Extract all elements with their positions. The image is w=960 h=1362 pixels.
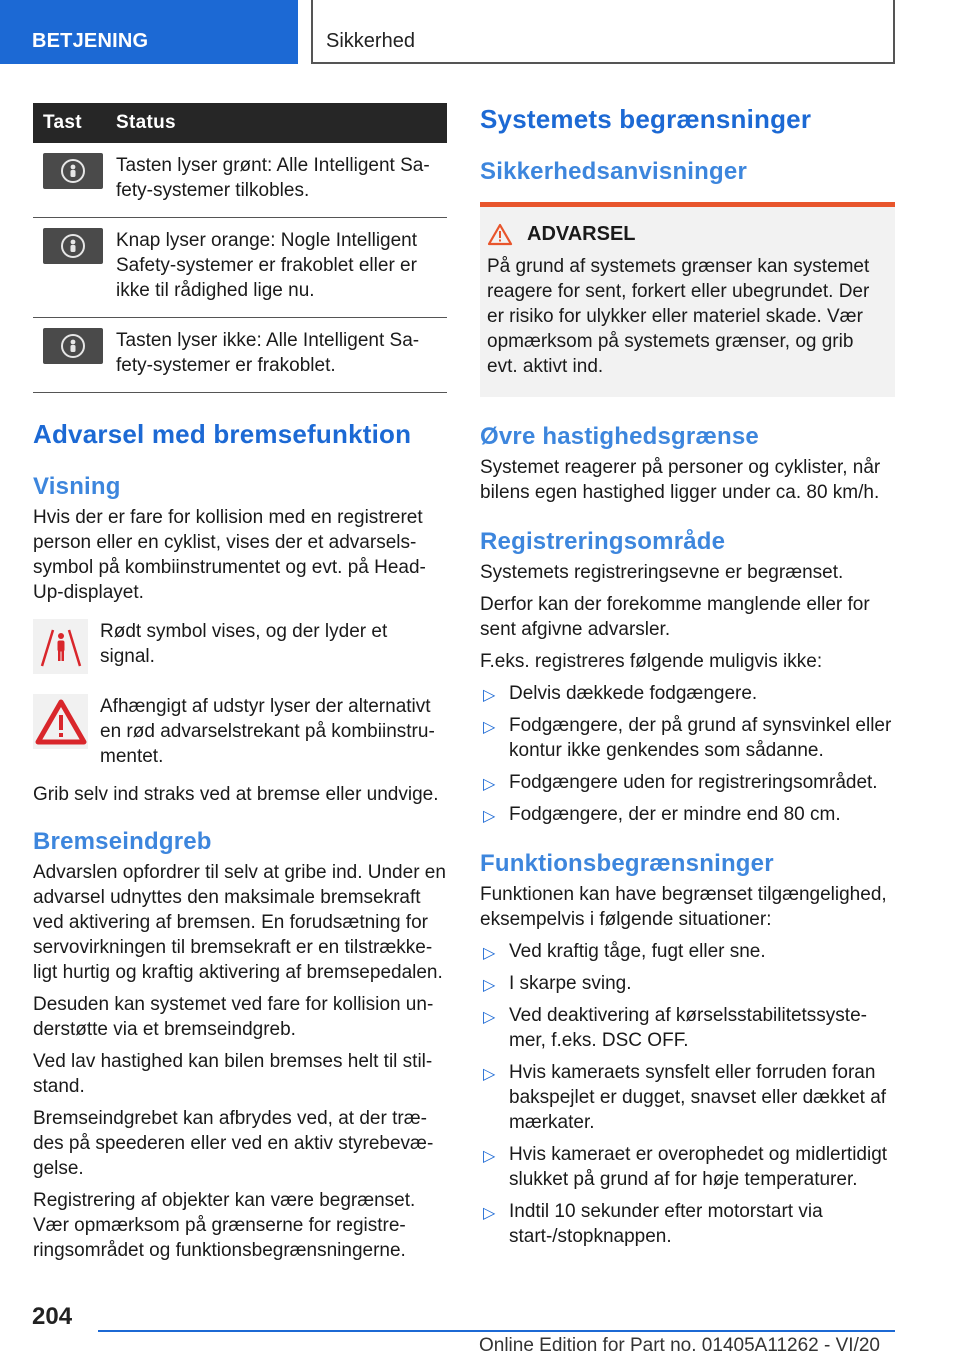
bullet-triangle-icon: ▷ (483, 977, 496, 994)
column-header-status: Status (116, 103, 447, 143)
list-item: ▷ Indtil 10 sekunder efter motorstart via start-/stopknappen. (483, 1201, 823, 1247)
detection-list (480, 681, 895, 827)
bullet-triangle-icon: ▷ (483, 1009, 496, 1026)
bullet-triangle-icon: ▷ (483, 776, 496, 793)
visning-paragraph-2: Grib selv ind straks ved at bremse eller undvige. (33, 784, 439, 805)
speed-limit-paragraph: Systemet reagerer på personer og cyklister, når bilens egen hastighed ligger under ca. 80 km/h. (480, 457, 881, 503)
list-item: ▷ Hvis kameraets synsfelt eller forruden foran bakspejlet er dugget, snavset eller dækket af mærkater. (483, 1062, 887, 1133)
intelligent-safety-button-icon (43, 228, 103, 264)
detection-paragraph-3: F.eks. registreres følgende muligvis ikke: (480, 651, 823, 672)
subsection-title-function-limits: Funktionsbegrænsninger (480, 850, 774, 877)
subsection-title-speed-limit: Øvre hastighedsgrænse (480, 423, 759, 450)
bremse-paragraph-5: Registrering af objekter kan være begrænset. Vær opmærksom på grænserne for registreringsområdet og funktionsbegrænsningerne. (33, 1190, 416, 1261)
list-item: ▷ Hvis kameraet er overophedet og midlertidigt slukket på grund af for høje temperaturer. (483, 1144, 888, 1190)
bullet-triangle-icon: ▷ (483, 719, 496, 736)
list-item: ▷ Delvis dækkede fodgængere. (480, 681, 895, 706)
warning-box (480, 202, 895, 397)
list-item: ▷ I skarpe sving. (480, 971, 895, 996)
bremse-paragraph-4: Bremseindgrebet kan afbrydes ved, at der trædes på speederen eller ved en aktiv styrebevægelse. (33, 1108, 434, 1179)
detection-paragraph-1: Systemets registreringsevne er begrænset. (480, 562, 844, 583)
list-item: ▷ Ved deaktivering af kørselsstabilitetssystemer, f.eks. DSC OFF. (483, 1005, 867, 1051)
section-title-brake-warning: Advarsel med bremsefunktion (33, 419, 412, 449)
subsection-title-safety-notes: Sikkerhedsanvisninger (480, 158, 747, 185)
page-number: 204 (32, 1303, 73, 1330)
list-item: ▷ Ved kraftig tåge, fugt eller sne. (480, 939, 895, 964)
warning-triangle-icon (33, 694, 88, 749)
status-text: Tasten lyser ikke: Alle Intelligent Safety-systemer er frakoblet. (116, 318, 447, 393)
bullet-triangle-icon: ▷ (483, 1066, 496, 1083)
intelligent-safety-button-icon (43, 328, 103, 364)
bremse-paragraph-1: Advarslen opfordrer til selv at gribe ind. Under en advarsel udnyttes den maksimale bremsekraft ved aktivering af bremsen. En forudsætning for servovirkningen til bremsekraft er en tilstrækkeligt hurtig og kraftig aktivering af bremsepedalen. (33, 862, 446, 983)
symbol-description-red-triangle: Afhængigt af udstyr lyser der alternativt en rød advarselstrekant på kombiinstrumentet. (100, 696, 435, 767)
subsection-title-detection-range: Registreringsområde (480, 528, 726, 555)
table-row (33, 318, 447, 393)
table-row (33, 218, 447, 318)
status-text: Knap lyser orange: Nogle Intelligent Safety-systemer er frakoblet eller er ikke til rådighed lige nu. (116, 218, 447, 318)
warning-text: På grund af systemets grænser kan systemet reagere for sent, forkert eller ubegrundet. Der er risiko for ulykker eller materiel skade. Vær opmærksom på systemets grænser, og grib evt. aktivt ind. (487, 256, 870, 377)
pedestrian-warning-icon (33, 619, 88, 674)
detection-paragraph-2: Derfor kan der forekomme manglende eller for sent afgivne advarsler. (480, 594, 870, 640)
bullet-triangle-icon: ▷ (483, 808, 496, 825)
intelligent-safety-button-icon (43, 153, 103, 189)
warning-triangle-small-icon (487, 223, 513, 246)
status-table-header (33, 103, 447, 143)
footer-divider (98, 1330, 895, 1332)
function-limits-list (480, 939, 895, 1249)
function-limits-paragraph: Funktionen kan have begrænset tilgængelighed, eksempelvis i følgende situationer: (480, 884, 887, 930)
bullet-triangle-icon: ▷ (483, 945, 496, 962)
status-text: Tasten lyser grønt: Alle Intelligent Safety-systemer tilkobles. (116, 143, 447, 218)
bremse-paragraph-3: Ved lav hastighed kan bilen bremses helt til stilstand. (33, 1051, 433, 1097)
list-item: ▷ Fodgængere, der er mindre end 80 cm. (480, 802, 895, 827)
footer-edition: Online Edition for Part no. 01405A11262 - VI/20 (478, 1335, 880, 1356)
subsection-title-visning: Visning (33, 473, 121, 500)
bullet-triangle-icon: ▷ (483, 1148, 496, 1165)
symbol-row-pedestrian (33, 619, 447, 674)
list-item: ▷ Fodgængere, der på grund af synsvinkel eller kontur ikke genkendes som sådanne. (483, 715, 892, 761)
bullet-triangle-icon: ▷ (483, 687, 496, 704)
list-item: ▷ Fodgængere uden for registreringsområdet. (480, 770, 895, 795)
section-title-system-limits: Systemets begrænsninger (480, 104, 812, 134)
symbol-description-red-symbol: Rødt symbol vises, og der lyder et signal. (100, 621, 388, 667)
visning-paragraph: Hvis der er fare for kollision med en registreret person eller en cyklist, vises der et advarselssymbol på kombiinstrumentet og evt. på Head-Up-displayet. (33, 507, 426, 603)
table-row (33, 143, 447, 218)
warning-title: ADVARSEL (527, 223, 636, 245)
right-column (480, 103, 895, 1249)
status-table (33, 103, 447, 393)
symbol-row-triangle (33, 694, 447, 769)
bullet-triangle-icon: ▷ (483, 1205, 496, 1222)
left-column (33, 103, 447, 1263)
header-section-label: BETJENING (0, 0, 298, 64)
column-header-tast: Tast (33, 103, 116, 143)
header-topic-label: Sikkerhed (311, 0, 895, 64)
bremse-paragraph-2: Desuden kan systemet ved fare for kollision understøtte via et bremseindgreb. (33, 994, 434, 1040)
subsection-title-bremseindgreb: Bremseindgreb (33, 828, 212, 855)
